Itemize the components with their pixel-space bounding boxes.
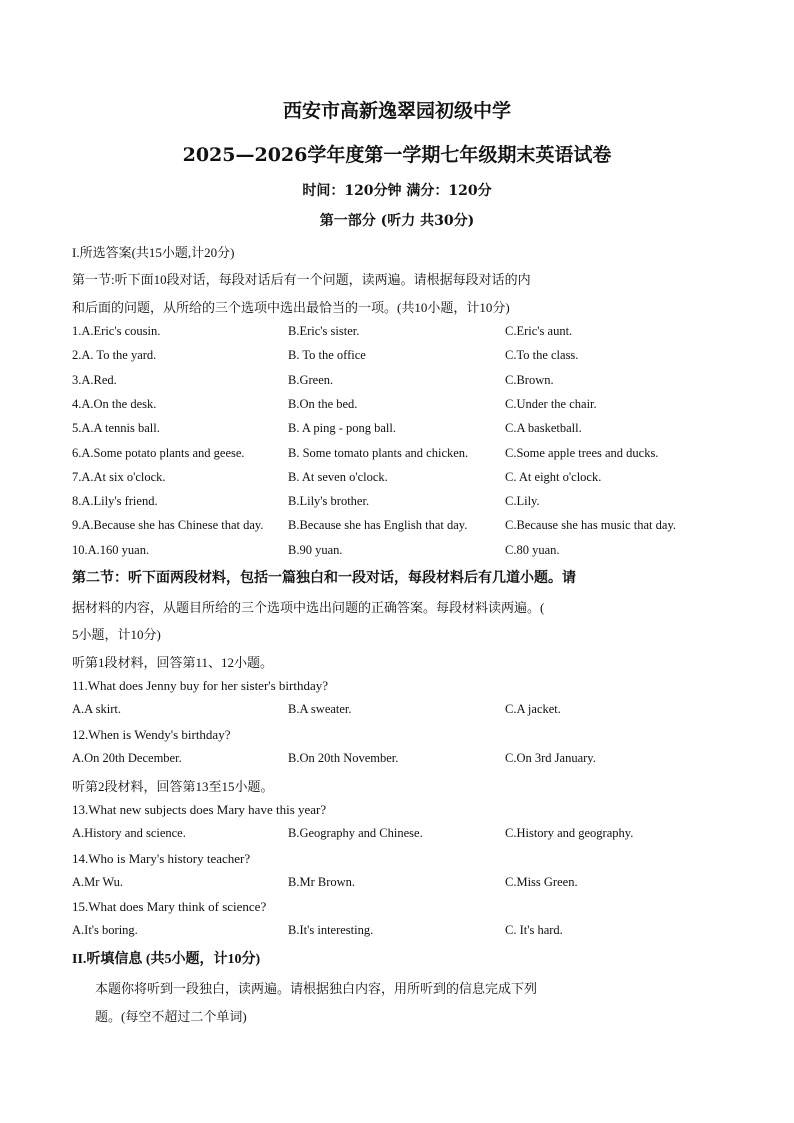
option-c: C.A basketball. <box>505 421 582 436</box>
option-b: B. At seven o'clock. <box>288 469 388 484</box>
question-row <box>72 324 722 344</box>
option-b: B. Some tomato plants and chicken. <box>288 445 469 460</box>
option-c: C.Under the chair. <box>505 396 597 411</box>
option-a: 1.A.Eric's cousin. <box>72 324 161 338</box>
option-a: A.History and science. <box>72 826 186 840</box>
option-b: B.Because she has English that day. <box>288 518 468 533</box>
option-c: C.Lily. <box>505 494 540 509</box>
section1-sub2-instruction-end: 5小题，计10分) <box>72 627 161 642</box>
question-13: 13.What new subjects does Mary have this year? <box>72 802 327 817</box>
question-row <box>72 373 722 393</box>
option-c: C.To the class. <box>505 348 579 363</box>
question-row <box>72 494 722 514</box>
option-row <box>72 923 722 943</box>
option-c: C.Brown. <box>505 372 554 387</box>
option-b: B.Mr Brown. <box>288 875 356 889</box>
question-14: 14.Who is Mary's history teacher? <box>72 851 251 866</box>
question-row <box>72 348 722 368</box>
option-c: C.Miss Green. <box>505 875 578 889</box>
material2-label: 听第2段材料，回答第13至15小题。 <box>72 779 274 794</box>
material1-label: 听第1段材料，回答第11、12小题。 <box>72 655 274 670</box>
option-a: 5.A.A tennis ball. <box>72 421 160 436</box>
option-c: C.On 3rd January. <box>505 751 596 765</box>
option-b: B.It's interesting. <box>288 923 374 937</box>
option-b: B.Geography and Chinese. <box>288 826 423 840</box>
option-b: B. A ping - pong ball. <box>288 421 396 436</box>
option-row <box>72 702 722 722</box>
option-c: C.Some apple trees and ducks. <box>505 445 659 460</box>
part-heading: 第一部分 (听力 共30分) <box>319 213 475 229</box>
question-row <box>72 518 722 538</box>
option-b: B.A sweater. <box>288 702 352 716</box>
option-b: B.On 20th November. <box>288 751 399 765</box>
section2-title: II.听填信息 (共5小题，计10分) <box>72 952 261 967</box>
section1-title: I.所选答案(共15小题,计20分) <box>72 245 235 260</box>
option-a: 3.A.Red. <box>72 372 117 387</box>
question-12: 12.When is Wendy's birthday? <box>72 727 231 742</box>
question-row <box>72 421 722 441</box>
option-row <box>72 875 722 895</box>
section1-sub2-instruction-cont: 据材料的内容，从题目所给的三个选项中选出问题的正确答案。每段材料读两遍。( <box>72 600 545 615</box>
option-a: 8.A.Lily's friend. <box>72 494 158 509</box>
section2-instruction: 本题你将听到一段独白，读两遍。请根据独白内容，用所听到的信息完成下列 <box>95 981 538 996</box>
option-a: 6.A.Some potato plants and geese. <box>72 445 245 460</box>
option-b: B.Eric's sister. <box>288 324 360 338</box>
option-c: C.History and geography. <box>505 826 634 840</box>
exam-meta: 时间：120分钟 满分：120分 <box>302 183 492 199</box>
option-a: 2.A. To the yard. <box>72 348 157 363</box>
option-c: C.Because she has music that day. <box>505 518 677 533</box>
section1-sub2-instruction: 第二节：听下面两段材料，包括一篇独白和一段对话，每段材料后有几道小题。请 <box>72 571 576 586</box>
option-row <box>72 826 722 846</box>
option-a: A.It's boring. <box>72 923 138 937</box>
question-row <box>72 446 722 466</box>
option-b: B. To the office <box>288 348 366 363</box>
section1-sub1-instruction-cont: 和后面的问题，从所给的三个选项中选出最恰当的一项。(共10小题，计10分) <box>72 300 510 315</box>
question-11: 11.What does Jenny buy for her sister's birthday? <box>72 678 329 693</box>
section2-instruction-cont: 题。(每空不超过二个单词) <box>95 1009 247 1024</box>
option-a: 7.A.At six o'clock. <box>72 469 166 484</box>
option-a: A.A skirt. <box>72 702 121 716</box>
section1-sub1-instruction: 第一节:听下面10段对话，每段对话后有一个问题，读两遍。请根据每段对话的内 <box>72 272 531 287</box>
option-a: 10.A.160 yuan. <box>72 542 150 557</box>
option-row <box>72 751 722 771</box>
question-15: 15.What does Mary think of science? <box>72 899 267 914</box>
option-c: C.Eric's aunt. <box>505 324 573 338</box>
question-row <box>72 470 722 490</box>
question-row <box>72 543 722 563</box>
option-a: 4.A.On the desk. <box>72 396 157 411</box>
option-c: C.A jacket. <box>505 702 561 716</box>
school-name: 西安市高新逸翠园初级中学 <box>282 100 511 122</box>
question-row <box>72 397 722 417</box>
option-b: B.On the bed. <box>288 396 358 411</box>
option-a: A.Mr Wu. <box>72 875 124 889</box>
option-a: A.On 20th December. <box>72 751 182 765</box>
option-b: B.Lily's brother. <box>288 494 370 509</box>
option-c: C. It's hard. <box>505 923 563 937</box>
option-c: C.80 yuan. <box>505 542 560 557</box>
option-a: 9.A.Because she has Chinese that day. <box>72 518 264 533</box>
option-b: B.Green. <box>288 372 334 387</box>
option-c: C. At eight o'clock. <box>505 469 602 484</box>
option-b: B.90 yuan. <box>288 542 343 557</box>
exam-title: 2025—2026学年度第一学期七年级期末英语试卷 <box>182 144 612 166</box>
